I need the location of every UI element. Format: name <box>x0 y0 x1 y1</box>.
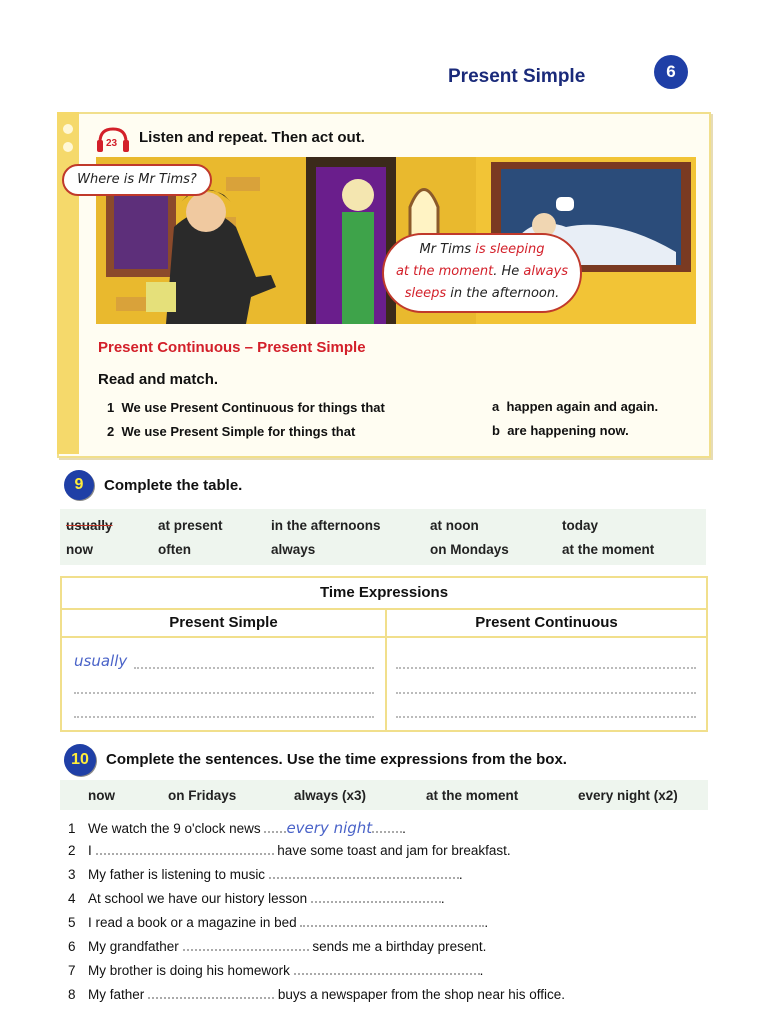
answer-blank[interactable] <box>294 963 480 975</box>
sentence-text: My brother is doing his homework <box>88 963 290 978</box>
match-item-1 <box>107 400 385 415</box>
bubble-highlight: is sleeping <box>475 242 545 257</box>
match-number: 2 <box>107 424 115 439</box>
sentence-number: 5 <box>68 915 76 930</box>
time-expressions-table <box>60 576 708 732</box>
bubble-text: Mr Tims <box>419 242 476 257</box>
match-text: are happening now. <box>507 423 629 438</box>
sentence-text: sends me a birthday present. <box>312 939 487 954</box>
sentence-number: 7 <box>68 963 76 978</box>
answer-line[interactable] <box>396 667 696 669</box>
bubble-text: in the afternoon. <box>446 286 560 301</box>
sentence-text: We watch the 9 o'clock news <box>88 821 261 836</box>
bubble-text: . He <box>493 264 524 279</box>
strip-dot <box>63 142 73 152</box>
strip-dot <box>63 124 73 134</box>
word: at present <box>158 518 223 533</box>
answer-blank[interactable] <box>183 939 309 951</box>
handwritten-example: every night <box>286 819 373 837</box>
answer-line[interactable] <box>134 667 374 669</box>
match-letter: b <box>492 423 500 438</box>
speech-bubble-question: Where is Mr Tims? <box>62 164 212 196</box>
sentence-text: My father <box>88 987 145 1002</box>
match-letter: a <box>492 399 500 414</box>
sentence-number: 3 <box>68 867 76 882</box>
word: often <box>158 542 191 557</box>
bubble-highlight: at the moment <box>395 264 494 279</box>
word: now <box>88 788 115 803</box>
speech-bubble-answer <box>382 233 582 313</box>
word: at the moment <box>562 542 655 557</box>
word: at noon <box>430 518 479 533</box>
sentence-text: I read a book or a magazine in bed <box>88 915 297 930</box>
grammar-title: Present Continuous – Present Simple <box>98 339 366 356</box>
word-crossed: usually <box>66 518 113 533</box>
sentence-number: 2 <box>68 843 76 858</box>
sentence-text: . <box>484 915 489 930</box>
exercise-10-badge: 10 <box>64 744 96 776</box>
sentence-text: . <box>458 867 463 882</box>
match-item-b <box>492 423 629 438</box>
table-divider <box>62 608 706 610</box>
exercise-9-badge: 9 <box>64 470 94 500</box>
track-number: 23 <box>106 138 118 149</box>
sentence-3 <box>68 867 463 882</box>
grammar-task: Read and match. <box>98 371 219 388</box>
sentence-1 <box>68 819 406 837</box>
sentence-text: buys a newspaper from the shop near his office. <box>277 987 565 1002</box>
match-number: 1 <box>107 400 115 415</box>
answer-blank[interactable] <box>264 821 286 833</box>
sentence-text: My father is listening to music <box>88 867 266 882</box>
sentence-2 <box>68 843 511 858</box>
sentence-number: 4 <box>68 891 76 906</box>
sentence-4 <box>68 891 445 906</box>
word: on Mondays <box>430 542 509 557</box>
sentence-6 <box>68 939 486 954</box>
column-header-present-continuous: Present Continuous <box>475 614 618 631</box>
listen-instruction: Listen and repeat. Then act out. <box>139 129 365 146</box>
answer-blank[interactable] <box>372 821 402 833</box>
answer-line[interactable] <box>74 692 374 694</box>
page-number-badge: 6 <box>654 55 688 89</box>
word: at the moment <box>426 788 519 803</box>
sentence-5 <box>68 915 488 930</box>
sentence-text: My grandfather <box>88 939 179 954</box>
sentence-text: . <box>479 963 484 978</box>
sentence-8 <box>68 987 565 1002</box>
match-item-a <box>492 399 658 414</box>
match-text: happen again and again. <box>506 399 659 414</box>
sentence-text: . <box>402 821 406 836</box>
column-header-present-simple: Present Simple <box>169 614 278 631</box>
sentence-text: . <box>440 891 445 906</box>
sentence-number: 8 <box>68 987 76 1002</box>
match-item-2 <box>107 424 355 439</box>
sentence-number: 1 <box>68 821 76 836</box>
word: on Fridays <box>168 788 237 803</box>
word: always <box>271 542 316 557</box>
answer-blank[interactable] <box>96 843 274 855</box>
exercise-9-title: Complete the table. <box>104 477 243 494</box>
table-title: Time Expressions <box>319 584 449 601</box>
sentence-text: have some toast and jam for breakfast. <box>277 843 511 858</box>
answer-blank[interactable] <box>148 987 274 999</box>
sentence-text: At school we have our history lesson <box>88 891 308 906</box>
answer-blank[interactable] <box>269 867 459 879</box>
answer-blank[interactable] <box>300 915 484 927</box>
word: always (x3) <box>294 788 367 803</box>
match-text: We use Present Simple for things that <box>121 424 356 439</box>
word: now <box>66 542 93 557</box>
match-text: We use Present Continuous for things that <box>121 400 385 415</box>
sentence-number: 6 <box>68 939 76 954</box>
page-title: Present Simple <box>448 66 586 87</box>
exercise-10-title: Complete the sentences. Use the time expressions from the box. <box>106 751 567 768</box>
answer-line[interactable] <box>396 716 696 718</box>
sentence-text: I <box>88 843 92 858</box>
sentence-7 <box>68 963 483 978</box>
answer-line[interactable] <box>74 716 374 718</box>
bubble-highlight: always <box>523 264 569 279</box>
table-divider <box>62 636 706 638</box>
word: every night (x2) <box>578 788 678 803</box>
answer-blank[interactable] <box>311 891 441 903</box>
handwritten-example: usually <box>74 652 128 670</box>
bubble-highlight: sleeps <box>404 286 447 301</box>
answer-line[interactable] <box>396 692 696 694</box>
word: in the afternoons <box>271 518 381 533</box>
word: today <box>562 518 599 533</box>
